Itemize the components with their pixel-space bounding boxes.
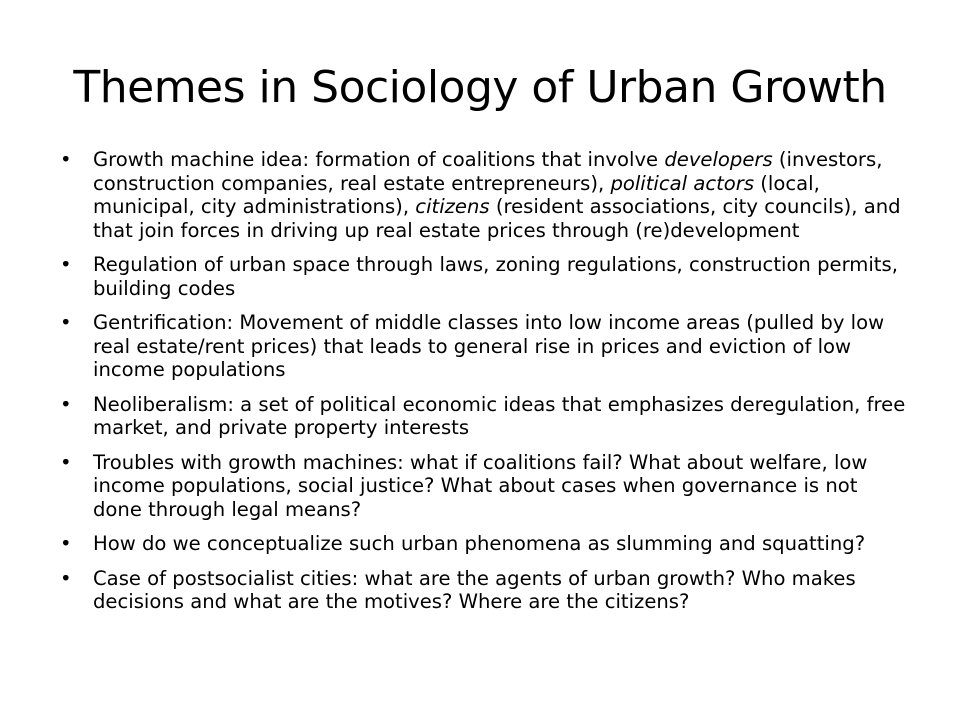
bullet-item-troubles: [60, 451, 910, 522]
bullet-icon: •: [60, 148, 72, 171]
bullet-text: Neoliberalism: a set of political economic ideas that emphasizes deregulation, free market, and private property interests: [93, 392, 906, 439]
bullet-icon: •: [60, 253, 72, 276]
bullet-text-emphasis: citizens: [415, 195, 490, 218]
bullet-item-postsocialist: [60, 567, 910, 614]
slide-title: Themes in Sociology of Urban Growth: [73, 62, 887, 113]
bullet-text: Troubles with growth machines: what if coalitions fail? What about welfare, low income populations, social justice? What about cases when governance is not done through legal means?: [93, 450, 868, 521]
bullet-text-emphasis: developers: [664, 148, 773, 171]
bullet-item-slumming: [60, 532, 910, 556]
bullet-item-gentrification: [60, 311, 910, 382]
bullet-text: How do we conceptualize such urban phenomena as slumming and squatting?: [93, 532, 866, 555]
bullet-text-segment: (resident associations, city councils), and that join forces in driving up real estate prices through (re)development: [93, 195, 901, 242]
bullet-text-segment: (local, municipal, city administrations),: [93, 171, 820, 218]
bullet-icon: •: [60, 566, 72, 590]
bullet-item-regulation: [60, 253, 910, 300]
bullet-list: [60, 148, 910, 625]
bullet-icon: •: [60, 450, 72, 474]
bullet-text-emphasis: political actors: [610, 171, 755, 195]
bullet-icon: •: [60, 392, 72, 416]
bullet-text-segment: Growth machine idea: formation of coalitions that involve: [93, 148, 665, 171]
bullet-text: Case of postsocialist cities: what are the agents of urban growth? Who makes decisions and what are the motives? Where are the citizens?: [93, 566, 856, 613]
bullet-text-segment: (investors, construction companies, real estate entrepreneurs),: [93, 148, 883, 195]
bullet-icon: •: [60, 532, 72, 555]
bullet-item-growth-machine: [60, 148, 910, 242]
bullet-text: Regulation of urban space through laws, zoning regulations, construction permits, building codes: [93, 253, 898, 300]
bullet-item-neoliberalism: [60, 393, 910, 440]
bullet-text: Gentrification: Movement of middle classes into low income areas (pulled by low real estate/rent prices) that leads to general rise in prices and eviction of low income populations: [93, 311, 885, 381]
bullet-icon: •: [60, 311, 72, 334]
